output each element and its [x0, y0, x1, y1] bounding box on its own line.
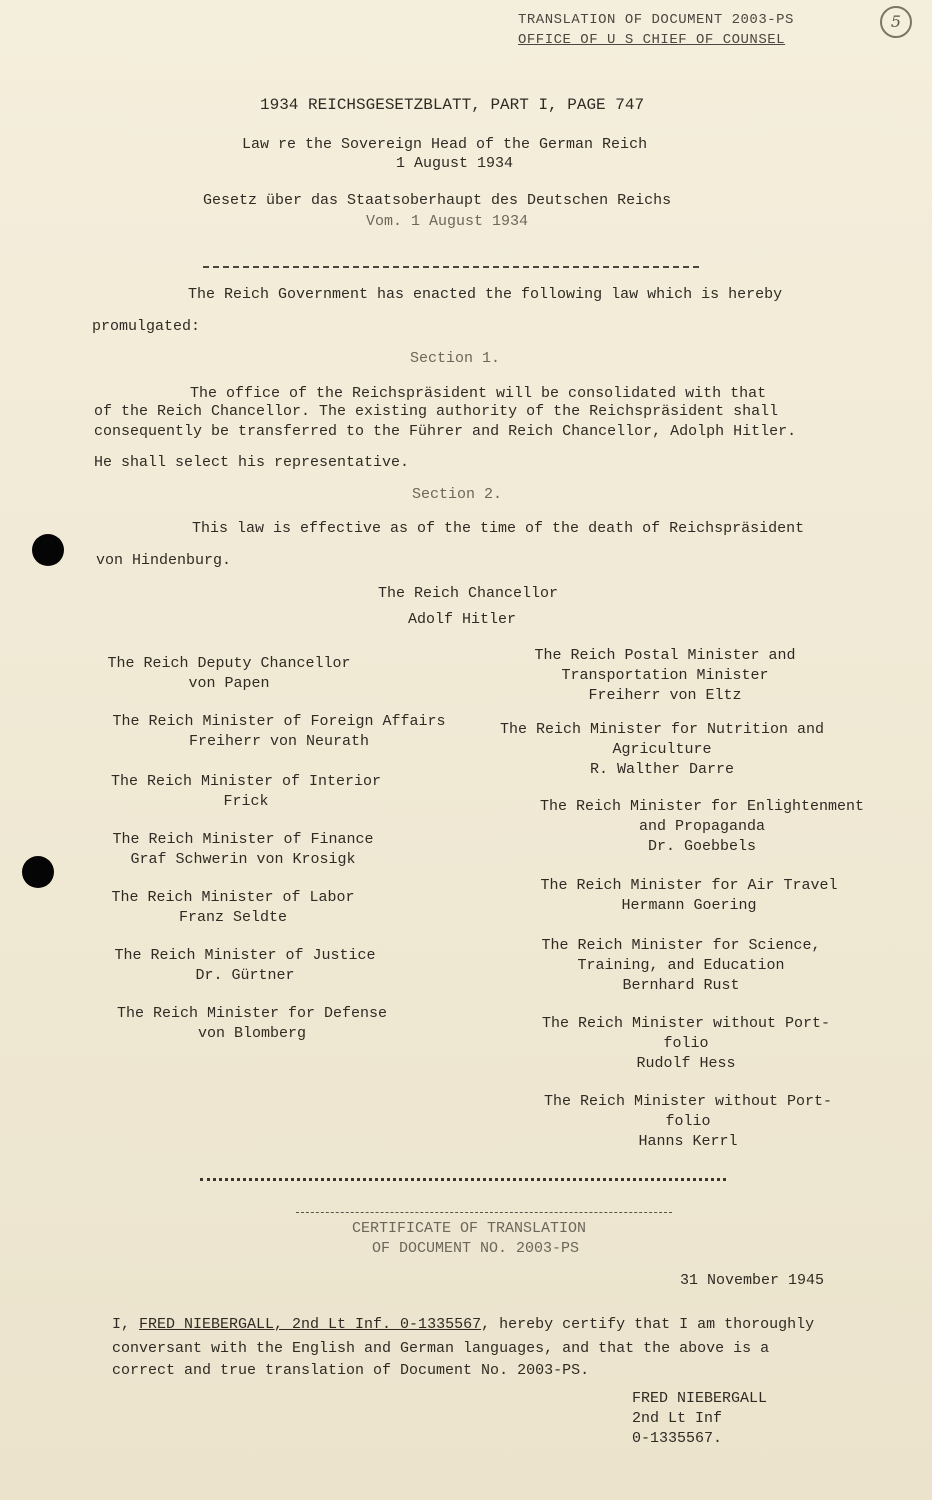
section1-heading: Section 1.	[410, 350, 501, 367]
section2-line2: von Hindenburg.	[96, 552, 232, 569]
signatory-right-4	[530, 936, 832, 996]
signatory-title-line1: The Reich Minister for Enlightenment	[539, 798, 865, 815]
certificate-line2: conversant with the English and German languages, and that the above is a	[112, 1340, 770, 1357]
intro-line2: promulgated:	[92, 318, 201, 335]
signatory-left-3	[102, 830, 384, 870]
signatory-name: Bernhard Rust	[622, 977, 740, 994]
chancellor-name: Adolf Hitler	[408, 611, 517, 628]
signatory-title-line1: The Reich Minister for Science,	[541, 937, 821, 954]
signatory-name: Frick	[223, 793, 269, 810]
translator-name-rank: FRED NIEBERGALL, 2nd Lt Inf. 0-1335567	[139, 1316, 482, 1333]
signatory-name: Freiherr von Eltz	[588, 687, 742, 704]
signatory-right-5	[530, 1014, 842, 1074]
signatory-title-line2: Training, and Education	[577, 957, 785, 974]
intro-line1: The Reich Government has enacted the following law which is hereby	[188, 286, 783, 303]
dotted-separator	[200, 1178, 726, 1181]
signatory-title-line2: folio	[663, 1035, 709, 1052]
signatory-title-line1: The Reich Minister for Nutrition and	[499, 721, 825, 738]
signature-serial: 0-1335567.	[632, 1430, 723, 1447]
signatory-title-line2: folio	[665, 1113, 711, 1130]
signatory-name: Hanns Kerrl	[638, 1133, 738, 1150]
signatory-right-1	[486, 720, 838, 780]
signatory-title-line1: The Reich Minister without Port-	[541, 1015, 831, 1032]
signatory-name: Graf Schwerin von Krosigk	[130, 851, 356, 868]
signatory-name: Hermann Goering	[621, 897, 757, 914]
signature-rank: 2nd Lt Inf	[632, 1410, 723, 1427]
translation-stamp-line1: TRANSLATION OF DOCUMENT 2003-PS	[518, 12, 794, 28]
signatory-right-0	[522, 646, 808, 706]
punch-hole-top	[32, 534, 64, 566]
signatory-name: R. Walther Darre	[589, 761, 735, 778]
dashed-separator	[296, 1212, 672, 1213]
section2-heading: Section 2.	[412, 486, 503, 503]
signatory-left-4	[102, 888, 364, 928]
title-separator-line	[203, 266, 699, 268]
signatory-title-line2: Agriculture	[612, 741, 712, 758]
signatory-left-2	[100, 772, 392, 812]
certificate-line1	[112, 1316, 814, 1333]
signatory-left-0	[98, 654, 360, 694]
certificate-line1-suffix: , hereby certify that I am thoroughly	[481, 1316, 815, 1333]
signatory-title: The Reich Deputy Chancellor	[107, 655, 351, 672]
certificate-date: 31 November 1945	[680, 1272, 825, 1289]
signatory-title: The Reich Minister of Foreign Affairs	[112, 713, 446, 730]
signatory-name: Dr. Gürtner	[195, 967, 295, 984]
signatory-title: The Reich Minister of Labor	[111, 889, 355, 906]
signatory-title-line2: Transportation Minister	[561, 667, 769, 684]
certificate-heading-line1: CERTIFICATE OF TRANSLATION	[352, 1220, 587, 1237]
section1-line4: He shall select his representative.	[94, 454, 410, 471]
signatory-name: Rudolf Hess	[636, 1055, 736, 1072]
signatory-right-6	[532, 1092, 844, 1152]
signatory-name: von Papen	[188, 675, 270, 692]
section1-line2: of the Reich Chancellor. The existing authority of the Reichspräsident shall	[94, 403, 779, 420]
signatory-left-1	[98, 712, 460, 752]
chancellor-title: The Reich Chancellor	[378, 585, 559, 602]
german-title-line1: Gesetz über das Staatsoberhaupt des Deutschen Reichs	[203, 192, 672, 209]
signatory-left-5	[104, 946, 386, 986]
signature-name: FRED NIEBERGALL	[632, 1390, 768, 1407]
signatory-left-6	[106, 1004, 398, 1044]
signatory-title-line1: The Reich Postal Minister and	[534, 647, 796, 664]
certificate-line1-prefix: I,	[112, 1316, 140, 1333]
english-title-line2: 1 August 1934	[396, 155, 514, 172]
signatory-title: The Reich Minister of Justice	[114, 947, 376, 964]
translation-stamp-line2: OFFICE OF U S CHIEF OF COUNSEL	[518, 32, 786, 48]
signatory-right-3	[528, 876, 850, 916]
german-title-line2: Vom. 1 August 1934	[366, 213, 529, 230]
signatory-title: The Reich Minister for Defense	[116, 1005, 388, 1022]
citation-heading: 1934 REICHSGESETZBLATT, PART I, PAGE 747	[260, 96, 645, 114]
certificate-line3: correct and true translation of Document No. 2003-PS.	[112, 1362, 590, 1379]
signatory-title-line1: The Reich Minister without Port-	[543, 1093, 833, 1110]
signatory-name: von Blomberg	[197, 1025, 307, 1042]
signatory-name: Franz Seldte	[178, 909, 288, 926]
signatory-title-line1: The Reich Minister for Air Travel	[540, 877, 838, 894]
signatory-title: The Reich Minister of Finance	[112, 831, 374, 848]
page-number-circle: 5	[880, 6, 912, 38]
signatory-name: Dr. Goebbels	[647, 838, 757, 855]
signatory-name: Freiherr von Neurath	[188, 733, 370, 750]
section1-line1: The office of the Reichspräsident will be consolidated with that	[190, 385, 767, 402]
signatory-right-2	[526, 797, 878, 857]
english-title-line1: Law re the Sovereign Head of the German Reich	[242, 136, 648, 153]
signatory-title-line2: and Propaganda	[638, 818, 766, 835]
section1-line3: consequently be transferred to the Führer and Reich Chancellor, Adolph Hitler.	[94, 423, 797, 440]
signatory-title: The Reich Minister of Interior	[110, 773, 382, 790]
certificate-heading-line2: OF DOCUMENT NO. 2003-PS	[372, 1240, 580, 1257]
section2-line1: This law is effective as of the time of the death of Reichspräsident	[192, 520, 805, 537]
punch-hole-bottom	[22, 856, 54, 888]
